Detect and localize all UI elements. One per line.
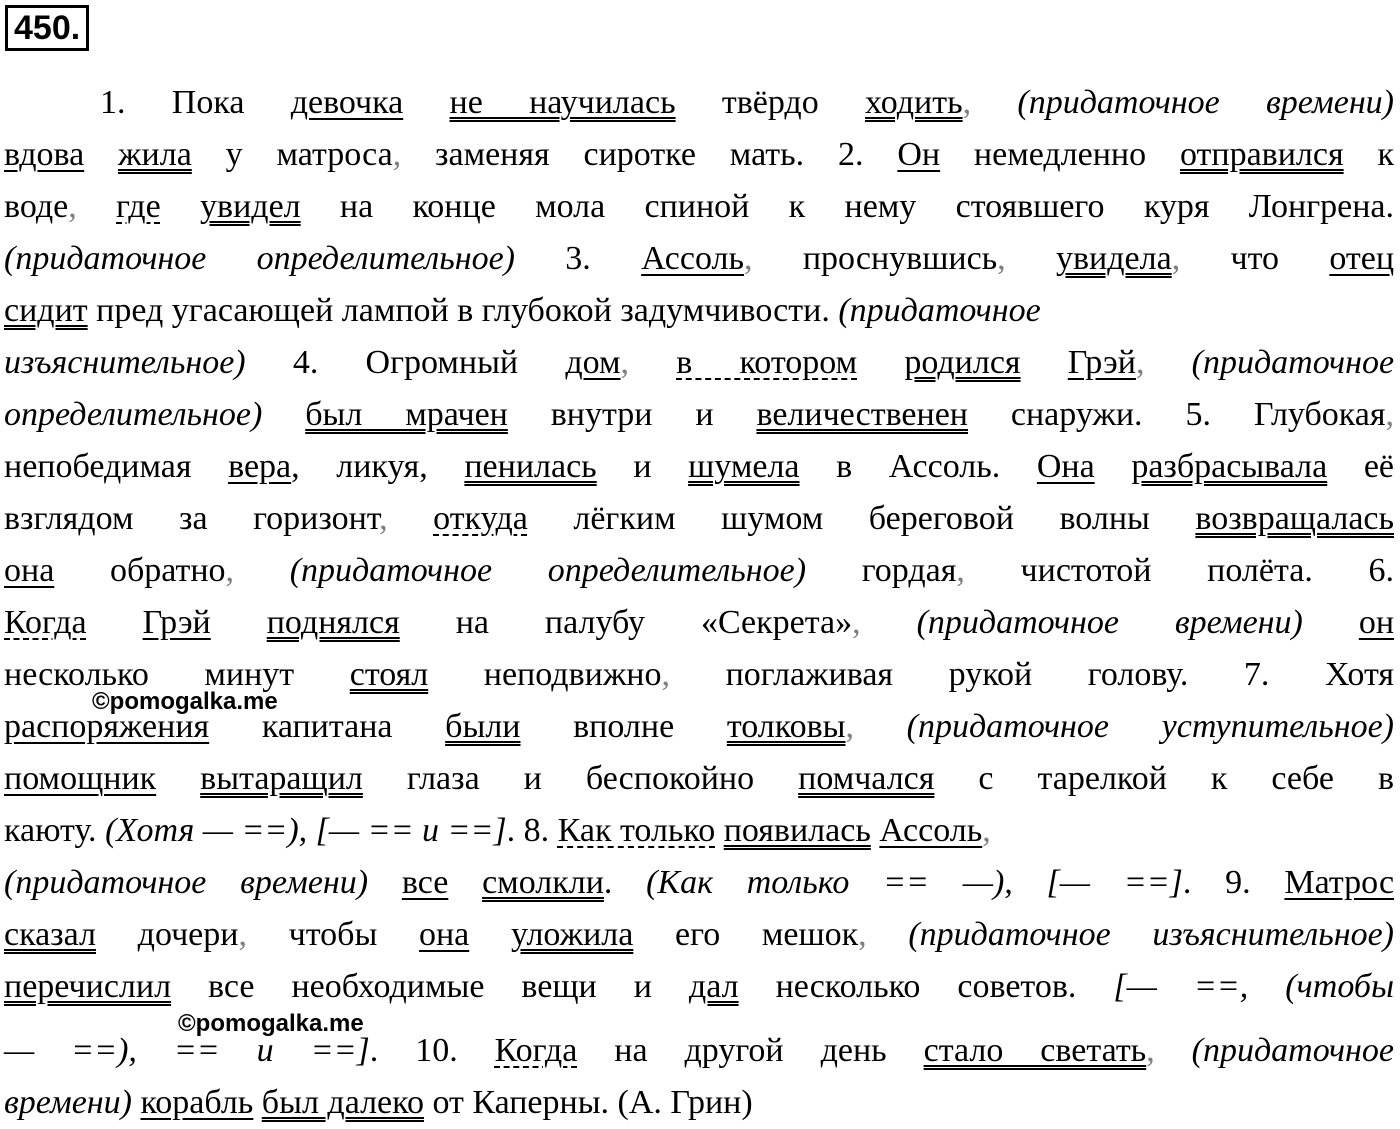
text-segment: где (116, 188, 161, 225)
text-line (4, 441, 1394, 493)
text-segment: с тарелкой к себе в (934, 760, 1395, 797)
text-segment: лёгким шумом береговой волны (527, 500, 1196, 537)
text-segment: в котором (676, 344, 858, 381)
text-segment: 4. Огромный (245, 344, 566, 381)
text-segment: увидел (200, 188, 301, 225)
text-segment: все (401, 864, 449, 901)
text-segment: все необходимые вещи и (171, 968, 689, 1005)
text-segment: обратно (54, 552, 226, 589)
text-segment: ходить (865, 84, 963, 121)
text-segment (1021, 344, 1068, 381)
text-segment: вера (228, 448, 292, 485)
text-segment: смолкли (482, 864, 604, 901)
text-segment: на другой день (577, 1032, 924, 1069)
text-line (4, 233, 1394, 285)
text-segment (368, 864, 402, 901)
text-segment: был далеко (261, 1084, 424, 1121)
text-segment: (Хотя — ==), [— == и ==] (105, 812, 507, 849)
text-segment: , ликуя, (291, 448, 465, 485)
text-segment: . (603, 864, 647, 901)
text-segment: , (744, 240, 753, 277)
text-segment: его мешок (633, 916, 859, 953)
text-segment: толковы (726, 708, 846, 745)
text-segment (234, 552, 290, 589)
text-segment: внутри и (507, 396, 757, 433)
watermark: ©pomogalka.me (178, 1010, 364, 1037)
text-segment: и (596, 448, 689, 485)
text-segment (388, 500, 434, 537)
text-segment: несколько минут (4, 656, 350, 693)
text-segment (1303, 604, 1359, 641)
text-segment: что (1180, 240, 1330, 277)
text-segment: у матроса (191, 136, 393, 173)
text-segment (854, 708, 907, 745)
text-segment: , (238, 916, 247, 953)
text-segment: корабль (140, 1084, 254, 1121)
text-segment: , (982, 812, 991, 849)
text-segment: поднялся (266, 604, 400, 641)
text-segment (715, 812, 724, 849)
text-segment: , (1385, 396, 1395, 433)
text-segment (253, 1084, 262, 1121)
text-segment (861, 604, 917, 641)
text-line (4, 389, 1394, 441)
text-segment: 1. Пока (100, 84, 291, 121)
text-segment (403, 84, 449, 121)
exercise-number: 450. (5, 5, 89, 51)
text-segment: отец (1329, 240, 1395, 277)
text-segment: изъяснительное) (4, 344, 246, 381)
text-segment: родился (904, 344, 1021, 381)
text-line (4, 805, 991, 857)
text-segment: он (1358, 604, 1395, 641)
text-segment (971, 84, 1017, 121)
text-segment: откуда (433, 500, 528, 537)
text-segment: девочка (290, 84, 404, 121)
text-line (4, 961, 1394, 1013)
text-segment: Ассоль (879, 812, 983, 849)
text-segment: в Ассоль. (799, 448, 1037, 485)
text-segment: (придаточное уступительное) (906, 708, 1395, 745)
text-segment: помчался (798, 760, 935, 797)
text-segment: Когда (4, 604, 87, 641)
text-segment (448, 864, 482, 901)
text-segment: были (445, 708, 521, 745)
text-segment: — ==), == и ==] (4, 1032, 370, 1069)
text-segment: увидела (1055, 240, 1172, 277)
text-segment: немедленно (940, 136, 1180, 173)
text-segment (857, 344, 904, 381)
text-segment: на конце мола спиной к нему стоявшего куря Лонгрена. (300, 188, 1395, 225)
text-segment: (придаточное определительное) (4, 240, 515, 277)
text-segment: Он (897, 136, 941, 173)
text-segment: распоряжения (4, 708, 210, 745)
text-segment: пред угасающей лампой в глубокой задумчивости. (87, 292, 839, 329)
text-segment: глаза и беспокойно (362, 760, 799, 797)
text-segment: , (852, 604, 861, 641)
text-segment (1006, 240, 1056, 277)
text-segment: на палубу «Секрета» (399, 604, 853, 641)
text-segment (161, 188, 200, 225)
text-segment: , (620, 344, 630, 381)
text-segment: . 8. (506, 812, 558, 849)
text-segment: дал (688, 968, 739, 1005)
text-line (4, 285, 1041, 337)
text-line (4, 545, 1394, 597)
text-segment: стало светать (923, 1032, 1147, 1069)
text-segment: появилась (723, 812, 871, 849)
text-segment: (Как только == —), [— ==] (646, 864, 1183, 901)
text-segment (469, 916, 511, 953)
text-line (4, 129, 1394, 181)
text-segment: [— ==, (чтобы (1113, 968, 1394, 1005)
text-segment: она (4, 552, 55, 589)
text-line (4, 493, 1394, 545)
text-segment: сказал (4, 916, 96, 953)
text-line (4, 597, 1394, 649)
text-line (100, 77, 1394, 129)
text-segment: Ассоль (641, 240, 745, 277)
text-segment: . 10. (369, 1032, 495, 1069)
text-line (4, 1077, 753, 1129)
text-segment (211, 604, 267, 641)
text-segment: отправился (1179, 136, 1344, 173)
text-segment: перечислил (4, 968, 172, 1005)
text-line (4, 337, 1394, 389)
text-segment: (придаточное изъяснительное) (908, 916, 1395, 953)
text-segment: (придаточное времени) (1017, 84, 1395, 121)
text-segment (629, 344, 676, 381)
text-segment: неподвижно (428, 656, 662, 693)
text-segment: 3. (514, 240, 642, 277)
watermark: ©pomogalka.me (92, 688, 278, 715)
text-line (4, 909, 1394, 961)
text-segment: несколько советов. (738, 968, 1114, 1005)
text-segment: (придаточное определительное) (289, 552, 807, 589)
text-segment: Когда (494, 1032, 578, 1069)
text-segment: Матрос (1284, 864, 1395, 901)
text-segment: уложила (510, 916, 634, 953)
text-segment: , (1146, 1032, 1155, 1069)
text-segment (262, 396, 305, 433)
text-segment: Грэй (1067, 344, 1136, 381)
text-segment: гордая (806, 552, 957, 589)
text-segment: , (225, 552, 235, 589)
text-segment: сидит (4, 292, 88, 329)
text-segment (77, 188, 116, 225)
text-segment: , (858, 916, 867, 953)
text-segment: , (962, 84, 972, 121)
text-segment: , (1171, 240, 1181, 277)
text-segment: Грэй (142, 604, 211, 641)
text-segment: (придаточное (838, 292, 1041, 329)
text-segment: времени) (4, 1084, 132, 1121)
text-segment (87, 604, 143, 641)
text-segment: чтобы (246, 916, 419, 953)
text-segment (1155, 1032, 1192, 1069)
text-segment: возвращалась (1195, 500, 1395, 537)
text-segment: жила (118, 136, 192, 173)
text-segment: (придаточное времени) (4, 864, 369, 901)
text-segment (84, 136, 118, 173)
text-segment: вполне (520, 708, 727, 745)
text-segment: определительное) (4, 396, 263, 433)
text-segment (1095, 448, 1132, 485)
text-segment: был мрачен (305, 396, 508, 433)
text-segment: (придаточное времени) (916, 604, 1303, 641)
text-segment: , (956, 552, 965, 589)
text-segment: дочери (95, 916, 239, 953)
text-segment: воде (4, 188, 69, 225)
text-segment: , (997, 240, 1006, 277)
text-segment: шумела (688, 448, 800, 485)
text-segment: её (1327, 448, 1395, 485)
text-segment: заменяя сиротке мать. 2. (401, 136, 898, 173)
text-segment: помощник (4, 760, 157, 797)
text-segment: величественен (756, 396, 968, 433)
text-segment: от Каперны. (А. Грин) (423, 1084, 753, 1121)
text-segment: поглаживая рукой голову. 7. Хотя (670, 656, 1394, 693)
text-segment: к (1343, 136, 1395, 173)
text-segment: твёрдо (675, 84, 865, 121)
text-segment: чистотой полёта. 6. (964, 552, 1394, 589)
text-segment: взглядом за горизонт (4, 500, 380, 537)
text-segment: . 9. (1182, 864, 1285, 901)
text-segment: каюту. (4, 812, 106, 849)
text-segment: (придаточное (1191, 1032, 1395, 1069)
text-segment: , (661, 656, 671, 693)
text-line (4, 753, 1394, 805)
text-segment: , (392, 136, 402, 173)
text-segment: дом (565, 344, 621, 381)
text-segment: она (418, 916, 470, 953)
text-segment: Она (1036, 448, 1095, 485)
text-segment (1144, 344, 1191, 381)
text-segment: капитана (209, 708, 446, 745)
text-segment: , (379, 500, 388, 537)
text-segment: вдова (4, 136, 85, 173)
text-segment: Как только (557, 812, 716, 849)
text-segment (156, 760, 200, 797)
text-segment: , (68, 188, 77, 225)
text-segment (867, 916, 909, 953)
text-line (4, 181, 1394, 233)
text-segment: пенилась (464, 448, 597, 485)
text-segment: снаружи. 5. Глубокая (968, 396, 1386, 433)
text-segment: проснувшись (752, 240, 998, 277)
text-segment: разбрасывала (1131, 448, 1328, 485)
text-segment: непобедимая (4, 448, 229, 485)
text-segment: , (845, 708, 854, 745)
text-segment: стоял (349, 656, 429, 693)
text-segment: , (1135, 344, 1145, 381)
text-segment: не научилась (449, 84, 676, 121)
text-segment: вытаращил (200, 760, 363, 797)
text-line (4, 857, 1394, 909)
text-segment: (придаточное (1191, 344, 1395, 381)
